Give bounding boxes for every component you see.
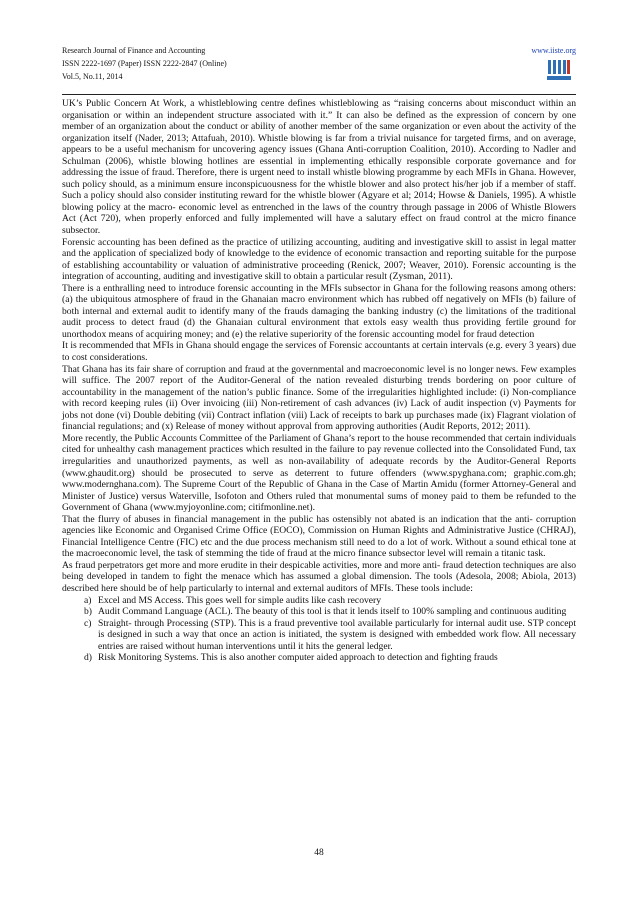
list-item (62, 595, 576, 607)
iiste-logo (546, 58, 572, 82)
paragraph-tools-intro: As fraud perpetrators get more and more erudite in their despicable activities, more and more anti- fraud detection techniques are also being developed in tandem to fight the menace which has assumed a global dimension. The tools (Adesola, 2008; Abiola, 2013) described here should be of help particularly to internal and external auditors of MFIs. These tools include: (62, 559, 576, 594)
paragraph-anti-corruption: That the flurry of abuses in financial management in the public has ostensibly not abated is an indication that the anti- corruption agencies like Economic and Organised Crime Office (EOCO), Commission on Human Rights and Administrative Justice (CHRAJ), Financial Intelligence Centre (FIC) etc and the due process mechanism still need to do a lot of work. Without a sound ethical tone at the macroeconomic level, the task of stemming the tide of fraud at the micro finance subsector level will remain a titanic task. (62, 513, 576, 560)
header-divider (62, 94, 576, 95)
list-item-text: Straight- through Processing (STP). This is a fraud preventive tool available particularly for internal audit use. STP concept is designed in such a way that once an action is initiated, the system is designed with embedded work flow. All necessary entries are raised without human interventions until it hits the general ledger. (98, 617, 576, 652)
list-marker: a) (84, 594, 92, 606)
issn-line: ISSN 2222-1697 (Paper) ISSN 2222-2847 (Online) (62, 59, 227, 68)
list-item-text: Excel and MS Access. This goes well for simple audits like cash recovery (98, 594, 382, 606)
paragraph-whistleblowing: UK’s Public Concern At Work, a whistleblowing centre defines whistleblowing as “raising concerns about misconduct within an organisation or within an independent structure associated with it.” It can also be defined as the expression of concern by one member of an organization about the conduct or ability of another member of the same organization or even about the activity of the organization itself (Nader, 2013; Attafuah, 2010). Whistle blowing is far from a trivial nuisance for targeted firms, and on average, appears to be a useful mechanism for uncovering agency issues (Ghana Anti-corruption Coalition, 2010). According to Nadler and Schulman (2006), whistle blowing hotlines are essential in implementing ethically responsible corporate governance and for addressing the issue of fraud. Therefore, there is urgent need to install whistle blowing programme by each MFIs in Ghana. However, such policy should, as a minimum ensure inconspicuousness for the whistle blower and also protect his/her job if a member of staff. Such a policy should also consider instituting reward for the whistle blower (Agyare et al; 2014; Howse & Daniels, 1995). A whistle blowing policy at the macro- economic level as entrenched in the laws of the country through passage in 2006 of Whistle Blowers Act (Act 720), when properly enforced and fully implemented will have a salutary effect on fraud control at the micro finance subsector. (62, 98, 576, 237)
page-header (62, 44, 576, 94)
list-item (62, 606, 576, 618)
article-body (62, 98, 576, 664)
journal-title: Research Journal of Finance and Accounting (62, 46, 206, 55)
paragraph-forensic-definition: Forensic accounting has been defined as the practice of utilizing accounting, auditing and investigative skill to assist in legal matter and the application of specialized body of knowledge to the evidence of economic transaction and reporting suitable for the purpose of establishing accountability or valuation of administrative proceeding (Renick, 2007; Weaver, 2010). Forensic accounting is the integration of accounting, auditing and investigative skill to obtain a particular result (Zysman, 2011). (62, 236, 576, 283)
list-item-text: Risk Monitoring Systems. This is also another computer aided approach to detection and fighting frauds (98, 652, 498, 664)
list-item-text: Audit Command Language (ACL). The beauty of this tool is that it lends itself to 100% sampling and continuous auditing (98, 606, 567, 618)
volume-line: Vol.5, No.11, 2014 (62, 72, 123, 81)
paragraph-recommendation: It is recommended that MFIs in Ghana should engage the services of Forensic accountants at certain intervals (e.g. every 3 years) due to cost considerations. (62, 340, 576, 364)
list-marker: c) (84, 617, 92, 629)
list-marker: d) (84, 652, 92, 664)
paragraph-auditor-general: That Ghana has its fair share of corruption and fraud at the governmental and macroeconomic level is no longer news. Few examples will suffice. The 2007 report of the Auditor-General of the nation revealed disturbing trends bordering on poor culture of accountability in the management of the nation’s public finance. Some of the irregularities highlighted include: (i) Non-compliance with record keeping rules (ii) Over invoicing (iii) Non-retirement of cash advances (iv) Lack of audit inspection (v) Payments for jobs not done (vi) Double debiting (vii) Contract inflation (viii) Lack of receipts to bark up purchases made (ix) Flagrant violation of financial regulations; and (x) Release of money without approval from approving authorities (Audit Reports, 2012; 2011). (62, 363, 576, 433)
paragraph-public-accounts: More recently, the Public Accounts Committee of the Parliament of Ghana’s report to the house recommended that certain individuals cited for unhealthy cash management practices which resulted in the failure to pay revenue collected into the Consolidated Fund, tax irregularities and unauthorized payments, as well as non-availability of adequate records by the Auditor-General Reports (www.ghaudit.org) should be prosecuted to serve as deterrent to future offenders (www.spyghana.com; graphic.com.gh; www.modernghana.com). The Supreme Court of the Republic of Ghana in the Case of Martin Amidu (former Attorney-General and Minister of Justice) versus Waterville, Isofoton and Others ruled that monumental sums of money paid to them be refunded to the Government of Ghana (www.myjoyonline.com; citifmonline.net). (62, 432, 576, 514)
list-marker: b) (84, 606, 92, 618)
page-number: 48 (314, 848, 324, 858)
journal-url-link[interactable]: www.iiste.org (531, 46, 576, 55)
tools-list (62, 595, 576, 664)
paragraph-reasons: There is a enthralling need to introduce forensic accounting in the MFIs subsector in Ghana for the following reasons among others: (a) the ubiquitous atmosphere of fraud in the Ghanaian macro environment which has rubbed off negatively on MFIs (b) failure of both internal and external audit to identify many of the frauds damaging the banking industry (c) the limitations of the traditional audit process to detect fraud (d) the Ghanaian cultural environment that extols easy wealth thus providing fertile ground for unorthodox means of acquiring money; and (e) the relative superiority of the forensic accounting model for fraud detection (62, 282, 576, 340)
list-item (62, 652, 576, 664)
list-item (62, 618, 576, 653)
header-left (62, 44, 576, 83)
